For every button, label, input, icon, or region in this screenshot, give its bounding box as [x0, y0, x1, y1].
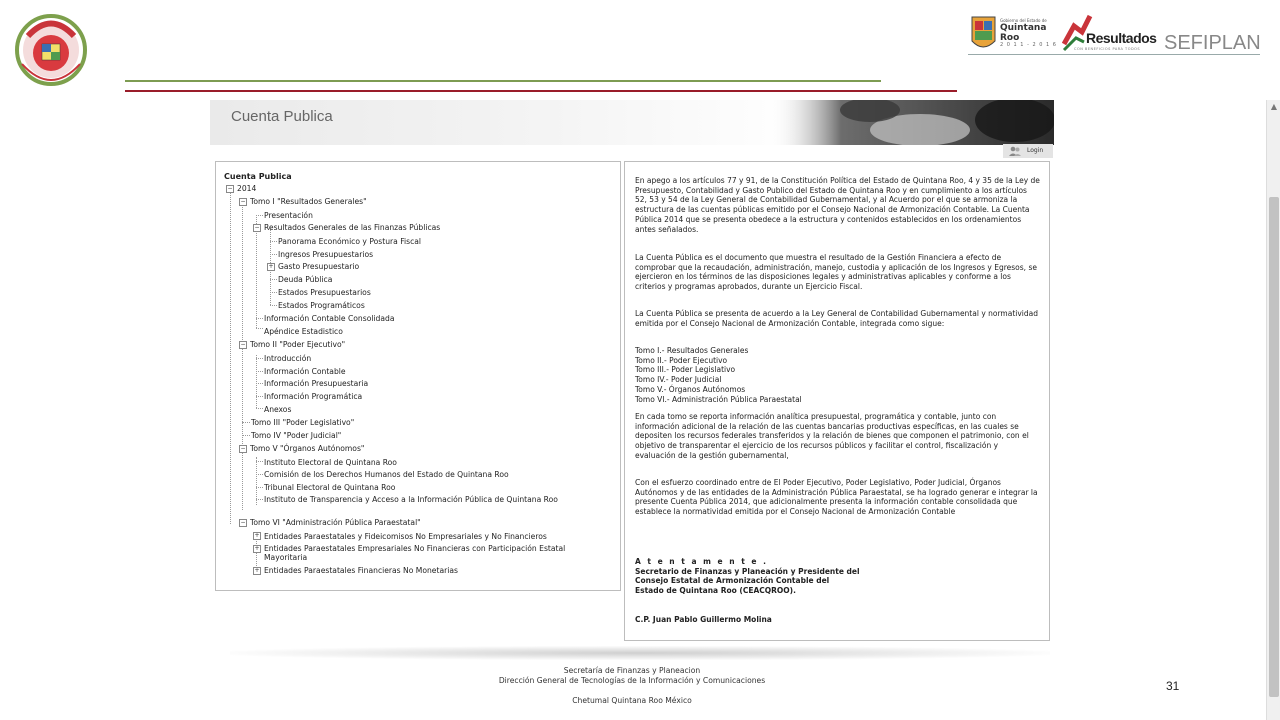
tree-connector	[256, 371, 263, 372]
definition-paragraph: La Cuenta Pública es el documento que muestra el resultado de la Gestión Financiera a efecto de comprobar que la recaudación, administración, manejo, custodia y aplicación de los Ingresos y Egresos, se ejercieron en los términos de las disposiciones legales y administrativas aplicables y conforme a los criterios y programas aprobados, durante un Ejercicio Fiscal.	[635, 253, 1037, 292]
tree-connector	[256, 318, 263, 319]
tree-connector	[270, 279, 277, 280]
login-label: Login	[1027, 147, 1044, 154]
cuenta-publica-tree	[215, 161, 621, 591]
tree-connector	[256, 328, 263, 329]
tree-item-presentacion[interactable]: Presentación	[264, 211, 313, 220]
gobierno-qroo-wordmark	[1000, 18, 1060, 48]
quintana-roo-shield-icon	[970, 15, 997, 53]
tree-item-anexos[interactable]: Anexos	[264, 405, 292, 414]
page-title: Cuenta Publica	[231, 108, 333, 125]
collapse-icon[interactable]: −	[240, 341, 246, 348]
list-item: Tomo III.- Poder Legislativo	[635, 365, 736, 375]
tree-item-tomo-1[interactable]: Tomo I "Resultados Generales"	[250, 197, 367, 206]
tree-connector	[256, 355, 257, 408]
list-item: Tomo V.- Órganos Autónomos	[635, 384, 746, 394]
expand-icon[interactable]: +	[254, 532, 260, 539]
sefiplan-label: SEFIPLAN	[1164, 32, 1261, 54]
expand-icon[interactable]: +	[254, 545, 260, 552]
tree-item-ingresos[interactable]: Ingresos Presupuestarios	[278, 250, 374, 259]
resultados-wordmark: Resultados	[1086, 30, 1157, 46]
tree-root-label[interactable]: Cuenta Publica	[224, 172, 292, 181]
intro-paragraph: En apego a los artículos 77 y 91, de la Constitución Política del Estado de Quintana Roo, 4 y 35 de la Ley de Presupuesto, Contabilidad y Gasto Publico del Estado de Quintana Roo y en cumplimiento a los artículos 52, 53 y 54 de la Ley General de Contabilidad Gubernamental, y al Acuerdo por el que se armoniza la estructura de las cuentas públicas emitido por el Consejo Nacional de Armonización Contable. La Cuenta Pública 2014 que se presenta obedece a la estructura y contenidos establecidos en los ordenamientos antes señalados.	[635, 176, 1040, 234]
tree-connector	[242, 202, 243, 510]
page-body	[210, 100, 1268, 720]
tree-item-cdh[interactable]: Comisión de los Derechos Humanos del Estado de Quintana Roo	[264, 470, 509, 479]
tree-connector	[256, 383, 263, 384]
collapse-icon[interactable]: −	[227, 185, 233, 192]
tree-item-ieqroo[interactable]: Instituto Electoral de Quintana Roo	[264, 458, 397, 467]
tree-connector	[256, 215, 263, 216]
slide-page-number: 31	[1166, 679, 1180, 693]
atentamente-label: A t e n t a m e n t e .	[635, 557, 768, 566]
user-icon	[1009, 146, 1021, 156]
login-button[interactable]	[1003, 144, 1053, 158]
footer-shadow	[230, 646, 1050, 660]
collapse-icon[interactable]: −	[240, 198, 246, 205]
coordination-paragraph: Con el esfuerzo coordinado entre de El Poder Ejecutivo, Poder Legislativo, Poder Judicial, Órganos Autónomos y de las entidades de la Administración Pública Paraestatal, se ha logrado generar e integrar la presente Cuenta Pública 2014, que adicionalmente presenta la información contable consolidada que establece la normatividad emitida por el Consejo Nacional de Armonización Contable	[635, 478, 1038, 517]
header-red-rule	[125, 90, 957, 92]
tree-item-entidades-empresariales[interactable]: Entidades Paraestatales Empresariales No Financieras con Participación Estatal Mayoritaria	[264, 544, 566, 562]
tree-item-estados-programaticos[interactable]: Estados Programáticos	[278, 301, 365, 310]
tree-item-entidades-financieras[interactable]: Entidades Paraestatales Financieras No Monetarias	[264, 566, 458, 575]
tree-item-info-contable[interactable]: Información Contable	[264, 367, 346, 376]
auditoria-superior-logo	[8, 6, 94, 94]
expand-icon[interactable]: +	[254, 567, 260, 574]
list-item: Tomo II.- Poder Ejecutivo	[635, 355, 728, 365]
expand-icon[interactable]: +	[268, 263, 274, 270]
tree-item-panorama[interactable]: Panorama Económico y Postura Fiscal	[278, 237, 422, 246]
tree-connector	[256, 408, 263, 409]
collapse-icon[interactable]: −	[240, 445, 246, 452]
tree-connector	[270, 241, 277, 242]
tree-item-info-presupuestaria[interactable]: Información Presupuestaria	[264, 379, 369, 388]
list-item: Tomo I.- Resultados Generales	[635, 346, 749, 355]
scrollbar-thumb[interactable]	[1269, 197, 1279, 697]
tree-connector	[256, 487, 263, 488]
scroll-up-arrow-icon[interactable]: ▲	[1270, 102, 1278, 111]
web-page-screenshot	[0, 100, 1280, 720]
signature-title-line: Secretario de Finanzas y Planeación y Presidente del	[635, 566, 860, 576]
signature-block	[635, 557, 1041, 596]
resultados-tagline: CON BENEFICIOS PARA TODOS	[1074, 47, 1141, 51]
tree-item-tomo-2[interactable]: Tomo II "Poder Ejecutivo"	[250, 340, 346, 349]
gobierno-years: 2 0 1 1 - 2 0 1 6	[1000, 42, 1057, 48]
tomos-list	[635, 346, 1041, 404]
vertical-scrollbar[interactable]	[1266, 100, 1280, 720]
tree-item-tomo-3[interactable]: Tomo III "Poder Legislativo"	[251, 418, 355, 427]
tree-item-info-programatica[interactable]: Información Programática	[264, 392, 363, 401]
tree-item-teqroo[interactable]: Tribunal Electoral de Quintana Roo	[264, 483, 396, 492]
tree-connector	[270, 305, 277, 306]
tree-connector	[256, 358, 263, 359]
signature-title-line: Estado de Quintana Roo (CEACQROO).	[635, 586, 796, 596]
tree-connector	[242, 422, 250, 423]
tree-connector	[256, 474, 263, 475]
slide-header	[0, 0, 1280, 100]
collapse-icon[interactable]: −	[240, 519, 246, 526]
tree-connector	[230, 189, 231, 524]
tree-item-tomo-4[interactable]: Tomo IV "Poder Judicial"	[251, 431, 342, 440]
tree-connector	[242, 435, 250, 436]
tree-item-deuda[interactable]: Deuda Pública	[278, 275, 333, 284]
gobierno-caption: Gobierno del Estado de	[1000, 18, 1047, 23]
signature-title-line: Consejo Estatal de Armonización Contable del	[635, 576, 830, 586]
footer-line: Secretaría de Finanzas y Planeacion	[563, 666, 701, 675]
banner-photo	[770, 100, 1054, 145]
tree-item-resultados-finanzas[interactable]: Resultados Generales de las Finanzas Públicas	[264, 223, 441, 232]
tree-connector	[270, 292, 277, 293]
collapse-icon[interactable]: −	[254, 224, 260, 231]
site-footer	[210, 666, 1054, 686]
list-item: Tomo VI.- Administración Pública Paraestatal	[635, 394, 802, 404]
tree-item-itaip[interactable]: Instituto de Transparencia y Acceso a la Información Pública de Quintana Roo	[264, 495, 558, 504]
structure-paragraph: La Cuenta Pública se presenta de acuerdo a la Ley General de Contabilidad Gubernamental y normatividad emitida por el Consejo Nacional de Armonización Contable, integrada como sigue:	[635, 309, 1038, 328]
cuenta-publica-description	[624, 161, 1050, 641]
tree-item-info-contable-consolidada[interactable]: Información Contable Consolidada	[264, 314, 395, 323]
tree-item-2014[interactable]: 2014	[237, 184, 257, 193]
tree-item-entidades-no-empresariales[interactable]: Entidades Paraestatales y Fideicomisos No Empresariales y No Financieros	[264, 532, 547, 541]
tree-connector	[256, 396, 263, 397]
tree-item-introduccion[interactable]: Introducción	[264, 354, 312, 363]
tree-item-apendice[interactable]: Apéndice Estadistico	[264, 327, 343, 336]
tree-item-estados-presupuestarios[interactable]: Estados Presupuestarios	[278, 288, 371, 297]
footer-line: Dirección General de Tecnologías de la Información y Comunicaciones	[498, 676, 766, 685]
list-item: Tomo IV.- Poder Judicial	[635, 375, 722, 385]
cuenta-publica-banner	[210, 100, 1054, 145]
tree-connector	[270, 254, 277, 255]
tree-item-gasto[interactable]: Gasto Presupuestario	[278, 262, 360, 271]
footer-location: Chetumal Quintana Roo México	[572, 696, 692, 705]
reporting-paragraph: En cada tomo se reporta información analítica presupuestal, programática y contable, junto con información adicional de la relación de las cuentas bancarias productivas específicas, en las cuales se depositen los recursos federales transferidos y la relación de bienes que componen el patrimonio, con el objetivo de transparentar el ejercicio de los recursos públicos y facilitar el control, fiscalización y evaluación de la gestión gubernamental,	[635, 412, 1029, 460]
gobierno-state: Quintana Roo	[1000, 23, 1047, 43]
logo-underline	[968, 54, 1260, 55]
tree-connector	[256, 461, 263, 462]
tree-connector	[256, 499, 263, 500]
tree-connector	[256, 457, 257, 505]
tree-item-tomo-6[interactable]: Tomo VI "Administración Pública Paraestatal"	[250, 518, 421, 527]
tree-item-tomo-5[interactable]: Tomo V "Órganos Autónomos"	[250, 444, 365, 453]
header-green-rule	[125, 80, 881, 82]
signatory-name: C.P. Juan Pablo Guillermo Molina	[635, 615, 772, 624]
